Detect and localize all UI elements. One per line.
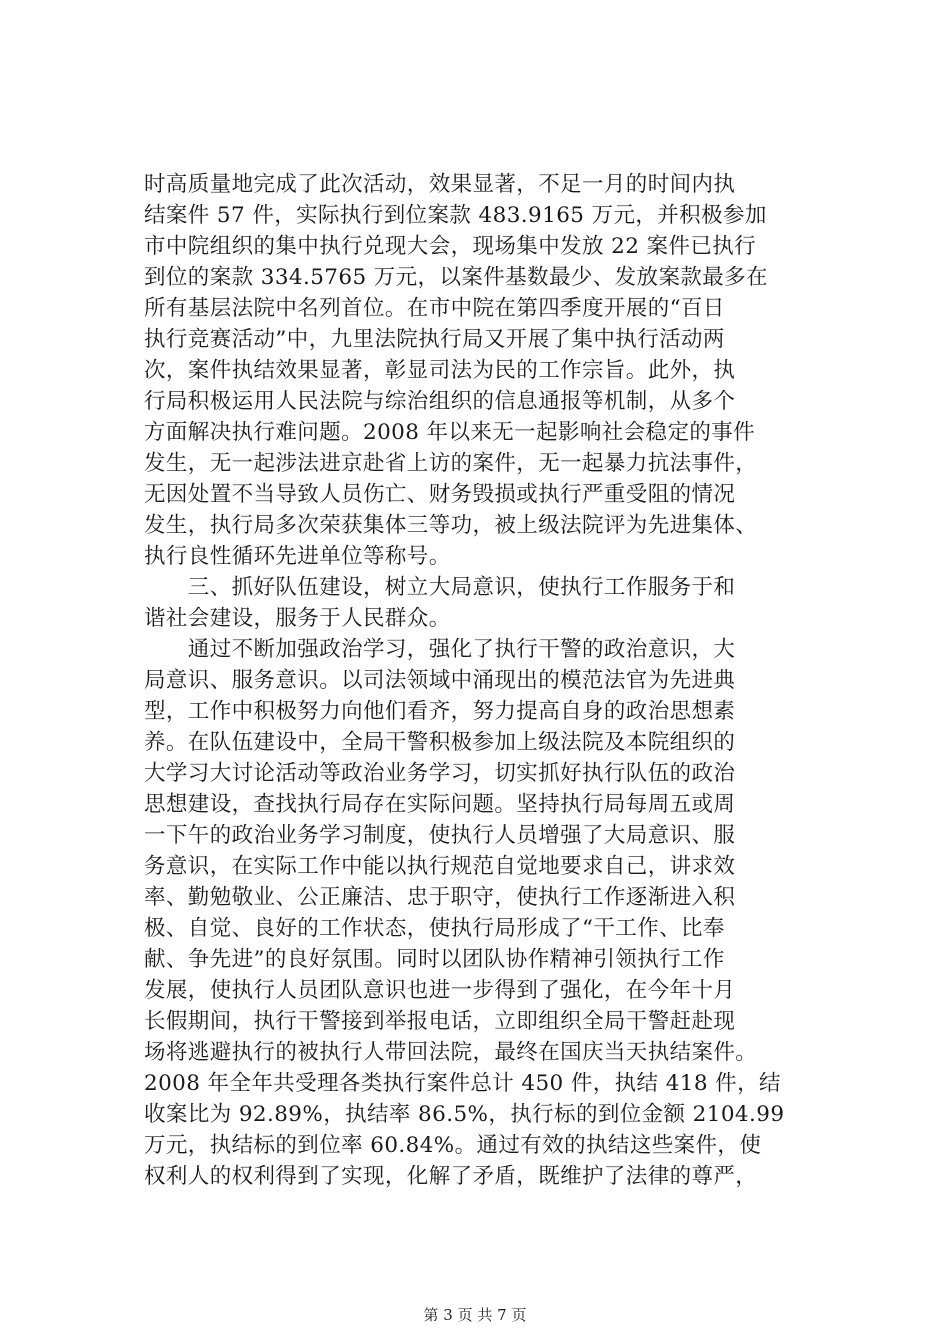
text-line: 到位的案款 334.5765 万元，以案件基数最少、发放案款最多在 [144, 265, 768, 290]
text-line: 2008 年全年共受理各类执行案件总计 450 件，执结 418 件，结 [144, 1071, 781, 1096]
text-line: 通过不断加强政治学习，强化了执行干警的政治意识，大 [144, 637, 736, 662]
text-line: 率、勤勉敬业、公正廉洁、忠于职守，使执行工作逐渐进入积 [144, 885, 736, 910]
text-line: 献、争先进”的良好氛围。同时以团队协作精神引领执行工作 [144, 947, 725, 972]
text-line: 所有基层法院中名列首位。在市中院在第四季度开展的“百日 [144, 296, 725, 321]
text-line: 大学习大讨论活动等政治业务学习，切实抓好执行队伍的政治 [144, 761, 736, 786]
text-line: 市中院组织的集中执行兑现大会，现场集中发放 22 案件已执行 [144, 234, 757, 259]
text-line: 务意识，在实际工作中能以执行规范自觉地要求自己，讲求效 [144, 854, 736, 879]
text-line: 执行竞赛活动”中，九里法院执行局又开展了集中执行活动两 [144, 327, 725, 352]
page-number-footer: 第 3 页 共 7 页 [423, 1306, 527, 1324]
text-line: 收案比为 92.89%，执结率 86.5%，执行标的到位金额 2104.99 [144, 1102, 785, 1127]
section-heading-line: 三、抓好队伍建设，树立大局意识，使执行工作服务于和 [144, 575, 736, 600]
text-line: 执行良性循环先进单位等称号。 [144, 544, 451, 569]
text-line: 方面解决执行难问题。2008 年以来无一起影响社会稳定的事件 [144, 420, 756, 445]
text-line: 长假期间，执行干警接到举报电话，立即组织全局干警赶赴现 [144, 1009, 736, 1034]
text-line: 局意识、服务意识。以司法领域中涌现出的模范法官为先进典 [144, 668, 736, 693]
text-line: 时高质量地完成了此次活动，效果显著，不足一月的时间内执 [144, 172, 736, 197]
text-line: 万元，执结标的到位率 60.84%。通过有效的执结这些案件，使 [144, 1133, 762, 1158]
text-line: 一下午的政治业务学习制度，使执行人员增强了大局意识、服 [144, 823, 736, 848]
section-heading-line: 谐社会建设，服务于人民群众。 [144, 606, 451, 631]
text-line: 发生，执行局多次荣获集体三等功，被上级法院评为先进集体、 [144, 513, 758, 538]
text-line: 权利人的权利得到了实现，化解了矛盾，既维护了法律的尊严， [144, 1164, 758, 1189]
text-line: 场将逃避执行的被执行人带回法院，最终在国庆当天执结案件。 [144, 1040, 758, 1065]
text-line: 发展，使执行人员团队意识也进一步得到了强化，在今年十月 [144, 978, 736, 1003]
text-line: 发生，无一起涉法进京赴省上访的案件，无一起暴力抗法事件， [144, 451, 758, 476]
text-line: 型，工作中积极努力向他们看齐，努力提高自身的政治思想素 [144, 699, 736, 724]
text-line: 思想建设，查找执行局存在实际问题。坚持执行局每周五或周 [144, 792, 736, 817]
text-line: 结案件 57 件，实际执行到位案款 483.9165 万元，并积极参加 [144, 203, 767, 228]
text-line: 养。在队伍建设中，全局干警积极参加上级法院及本院组织的 [144, 730, 736, 755]
text-line: 无因处置不当导致人员伤亡、财务毁损或执行严重受阻的情况 [144, 482, 736, 507]
text-line: 行局积极运用人民法院与综治组织的信息通报等机制，从多个 [144, 389, 736, 414]
text-line: 极、自觉、良好的工作状态，使执行局形成了“干工作、比奉 [144, 916, 725, 941]
text-line: 次，案件执结效果显著，彰显司法为民的工作宗旨。此外，执 [144, 358, 736, 383]
